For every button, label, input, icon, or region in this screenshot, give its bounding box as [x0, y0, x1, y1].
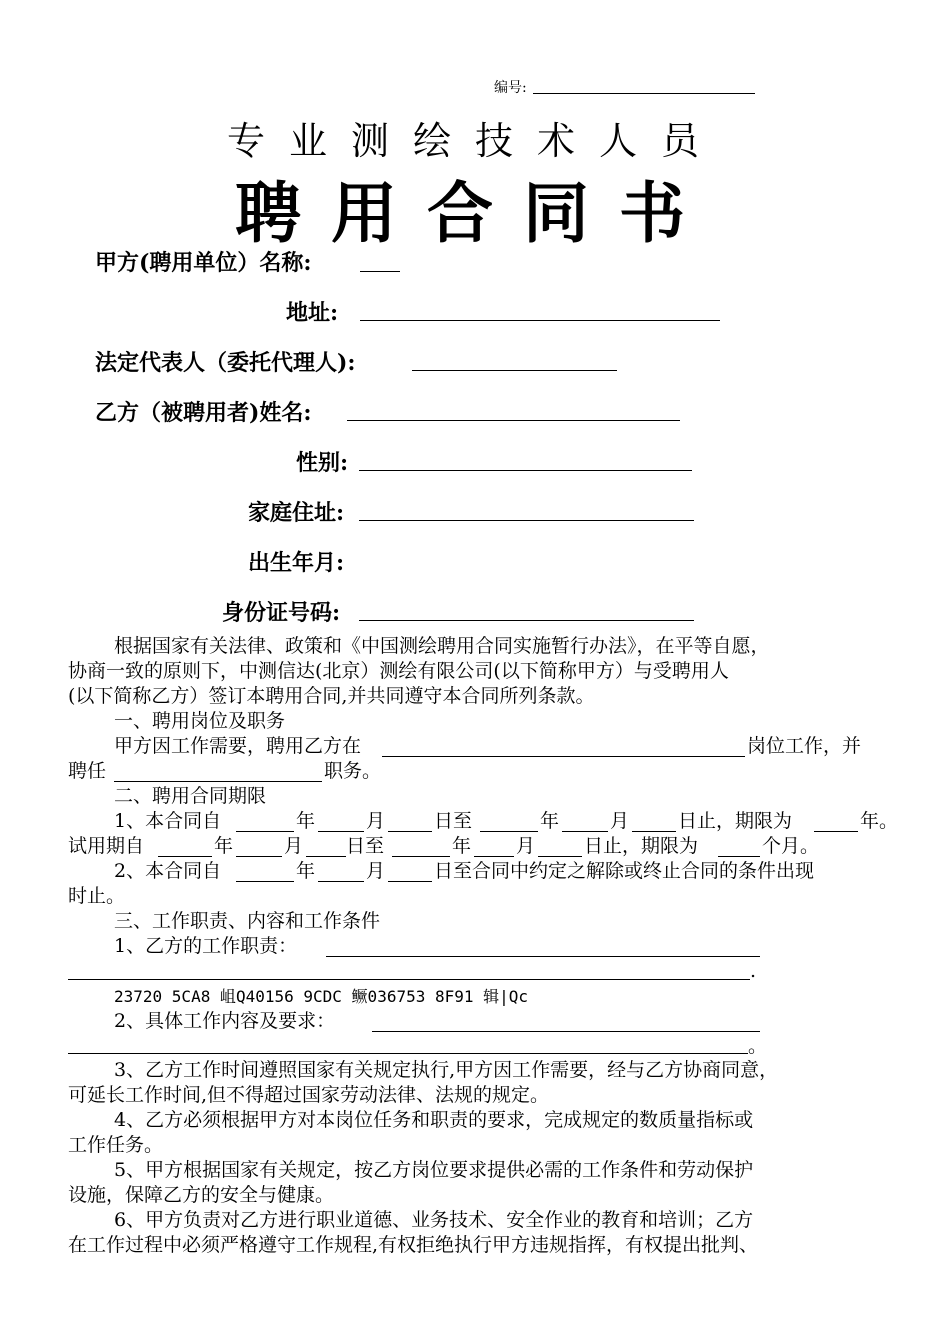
home-address-line[interactable]: [359, 520, 694, 521]
birth-label: 出生年月:: [248, 550, 345, 576]
serial-number-line[interactable]: [533, 93, 755, 94]
probation-end-month[interactable]: [474, 856, 514, 857]
term-length[interactable]: [814, 831, 858, 832]
clause-5-line-1: 5、甲方根据国家有关规定，按乙方岗位要求提供必需的工作条件和劳动保护: [114, 1159, 754, 1181]
clause-3-line-2: 可延长工作时间,但不得超过国家劳动法律、法规的规定。: [68, 1084, 550, 1106]
clause-6-line-2: 在工作过程中必须严格遵守工作规程,有权拒绝执行甲方违规指挥，有权提出批判、: [68, 1234, 759, 1256]
term-2-month-unit: 月: [366, 860, 386, 882]
duties-line-1[interactable]: [326, 956, 760, 957]
probation-start-day[interactable]: [306, 856, 346, 857]
party-b-name-line[interactable]: [347, 420, 680, 421]
duties-period: .: [750, 960, 757, 982]
probation-year-unit: 年: [214, 835, 234, 857]
probation-end-month-unit: 月: [516, 835, 536, 857]
id-number-label: 身份证号码:: [222, 600, 341, 626]
clause-3-line-1: 3、乙方工作时间遵照国家有关规定执行,甲方因工作需要，经与乙方协商同意，: [114, 1059, 779, 1081]
duties-label: 1、乙方的工作职责：: [114, 935, 298, 957]
clause-4-line-1: 4、乙方必须根据甲方对本岗位任务和职责的要求，完成规定的数质量指标或: [114, 1109, 754, 1131]
title-line[interactable]: [114, 781, 322, 782]
term-day-end: 日止，期限为: [678, 810, 793, 832]
party-a-name-label: 甲方(聘用单位）名称:: [95, 250, 312, 276]
term-day-to: 日至: [434, 810, 473, 832]
probation-length[interactable]: [718, 856, 760, 857]
clause-6-line-1: 6、甲方负责对乙方进行职业道德、业务技术、安全作业的教育和培训；乙方: [114, 1209, 754, 1231]
work-content-full-stop: 。: [748, 1035, 768, 1057]
clause-5-line-2: 设施，保障乙方的安全与健康。: [68, 1184, 335, 1206]
section-2-title: 二、聘用合同期限: [114, 785, 267, 807]
term-2-end: 时止。: [68, 885, 126, 907]
term-end-day[interactable]: [632, 831, 676, 832]
home-address-label: 家庭住址:: [248, 500, 345, 526]
term-2-label: 2、本合同自: [114, 860, 222, 882]
probation-start-month[interactable]: [236, 856, 282, 857]
probation-month-end: 个月。: [762, 835, 820, 857]
term-end-month[interactable]: [562, 831, 608, 832]
intro-line-3: (以下简称乙方）签订本聘用合同,并共同遵守本合同所列条款。: [68, 685, 595, 707]
term-2-year[interactable]: [236, 881, 294, 882]
term-2-year-unit: 年: [296, 860, 316, 882]
term-2-month[interactable]: [318, 881, 364, 882]
probation-month-unit: 月: [284, 835, 304, 857]
garbled-code-line: 23720 5CA8 岨Q40156 9CDC 鳜036753 8F91 辑|Qc: [114, 987, 529, 1006]
legal-rep-line[interactable]: [412, 370, 617, 371]
document-title: 聘用合同书: [235, 174, 715, 252]
serial-number-label: 编号:: [494, 80, 527, 96]
section-1-text-c: 聘任: [68, 760, 107, 782]
section-3-title: 三、工作职责、内容和工作条件: [114, 910, 381, 932]
term-start-label: 1、本合同自: [114, 810, 222, 832]
work-content-line-2[interactable]: [68, 1053, 748, 1054]
term-year-end: 年。: [860, 810, 899, 832]
work-content-label: 2、具体工作内容及要求：: [114, 1010, 336, 1032]
section-1-text-b: 岗位工作，并: [747, 735, 862, 757]
section-1-text-d: 职务。: [324, 760, 382, 782]
intro-line-2: 协商一致的原则下，中测信达(北京）测绘有限公司(以下简称甲方）与受聘用人: [68, 660, 729, 682]
party-a-address-label: 地址:: [286, 300, 339, 326]
probation-day-to: 日至: [346, 835, 385, 857]
probation-end-year[interactable]: [392, 856, 450, 857]
gender-line[interactable]: [359, 470, 692, 471]
document-subtitle: 专业测绘技术人员: [226, 119, 723, 163]
term-start-day[interactable]: [388, 831, 432, 832]
probation-label: 试用期自: [68, 835, 145, 857]
party-b-name-label: 乙方（被聘用者)姓名:: [95, 400, 312, 426]
term-2-text: 日至合同中约定之解除或终止合同的条件出现: [434, 860, 815, 882]
term-end-year-unit: 年: [540, 810, 560, 832]
id-number-line[interactable]: [359, 620, 694, 621]
gender-label: 性别:: [296, 450, 349, 476]
work-content-line-1[interactable]: [372, 1031, 760, 1032]
term-year-unit: 年: [296, 810, 316, 832]
section-1-title: 一、聘用岗位及职务: [114, 710, 286, 732]
probation-end-day[interactable]: [538, 856, 582, 857]
legal-rep-label: 法定代表人（委托代理人):: [95, 350, 356, 376]
intro-line-1: 根据国家有关法律、政策和《中国测绘聘用合同实施暂行办法》，在平等自愿，: [114, 635, 770, 657]
term-end-month-unit: 月: [610, 810, 630, 832]
term-2-day[interactable]: [388, 881, 432, 882]
party-a-name-line[interactable]: [360, 271, 400, 272]
term-start-month[interactable]: [318, 831, 364, 832]
probation-day-end: 日止，期限为: [584, 835, 699, 857]
clause-4-line-2: 工作任务。: [68, 1134, 164, 1156]
position-line[interactable]: [382, 756, 745, 757]
term-start-year[interactable]: [236, 831, 294, 832]
probation-end-year-unit: 年: [452, 835, 472, 857]
party-a-address-line[interactable]: [360, 320, 720, 321]
probation-start-year[interactable]: [158, 856, 212, 857]
term-month-unit: 月: [366, 810, 386, 832]
term-end-year[interactable]: [480, 831, 538, 832]
section-1-text-a: 甲方因工作需要，聘用乙方在: [114, 735, 362, 757]
duties-line-2[interactable]: [68, 979, 750, 980]
